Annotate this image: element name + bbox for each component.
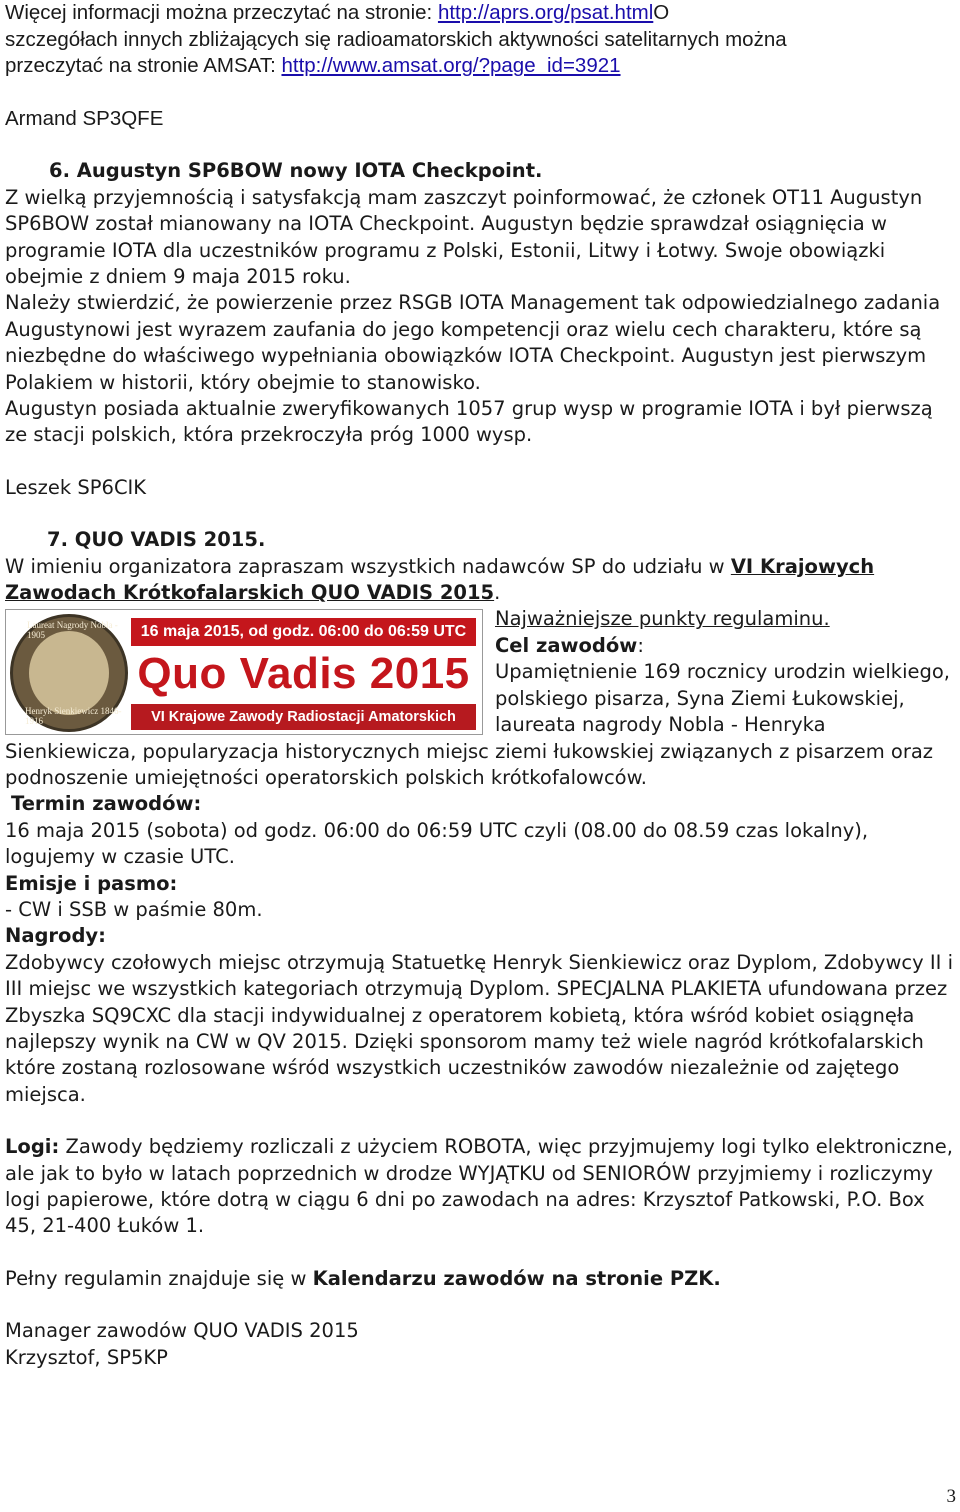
manager-line-1: Manager zawodów QUO VADIS 2015 [5, 1319, 359, 1343]
intro-text-3: przeczytać na stronie AMSAT: [5, 54, 282, 78]
section-6-heading: 6. Augustyn SP6BOW nowy IOTA Checkpoint. [49, 159, 543, 183]
logs-paragraph [5, 1134, 957, 1240]
signature-armand: Armand SP3QFE [5, 106, 164, 130]
invitation-end: . [494, 581, 501, 605]
spacer [5, 449, 957, 475]
banner-title: Quo Vadis 2015 [137, 649, 470, 699]
spacer [5, 80, 957, 106]
invitation-paragraph [5, 554, 957, 607]
amsat-link[interactable]: http://www.amsat.org/?page_id=3921 [281, 54, 621, 78]
logs-label: Logi: [5, 1135, 60, 1159]
intro-text-rest: O [653, 1, 670, 24]
section-6-paragraph-1: Z wielką przyjemnością i satysfakcją mam zaszczyt poinformować, że członek OT11 Augustyn SP6BOW został mianowany na IOTA Checkpoint. Augustyn będzie sprawdzał osiągnięcia w programie IOTA dla uczestników programu z Polski, Estonii, Litwy i Łotwy. Swoje obowiązki obejmie z dniem 9 maja 2015 roku. [5, 185, 923, 288]
goal-colon: : [637, 633, 644, 657]
intro-line-2: szczegółach innych zbliżających się radioamatorskich aktywności satelitarnych można [5, 27, 787, 51]
section-6-paragraph-2: Należy stwierdzić, że powierzenie przez RSGB IOTA Management tak odpowiedzialnego zadania Augustynowi jest wyrazem zaufania do jego kompetencji oraz wielu cech charakteru, które są niezbędne do właściwego wypełniania obowiązków IOTA Checkpoint. Augustyn jest pierwszym Polakiem w historii, który obejmie to stanowisko. [5, 291, 941, 394]
spacer [5, 132, 957, 158]
intro-line-1 [5, 0, 957, 27]
page-number: 3 [946, 1485, 956, 1507]
invitation-text: W imieniu organizatora zapraszam wszystkich nadawców SP do udziału w [5, 554, 731, 578]
emission-label: Emisje i pasmo: [5, 871, 178, 895]
goal-text: Upamiętnienie 169 rocznicy urodzin wielkiego, polskiego pisarza, Syna Ziemi Łukowskiej, laureata nagrody Nobla - Henryka Sienkiewicza, popularyzacja historycznych miejsc ziemi łukowskiej związanych z pisarzem oraz podnoszenie umiejętności operatorskich polskich krótkofalowców. [5, 660, 950, 789]
spacer [5, 1240, 957, 1266]
spacer [5, 1108, 957, 1134]
portrait-face [29, 631, 109, 715]
emission-text: - CW i SSB w paśmie 80m. [5, 897, 263, 921]
term-label: Termin zawodów: [11, 792, 202, 816]
intro-text: Więcej informacji można przeczytać na stronie: [5, 1, 438, 24]
calendar-reference: Kalendarzu zawodów na stronie PZK. [312, 1266, 721, 1290]
section-6-paragraph-3: Augustyn posiada aktualnie zweryfikowanych 1057 grup wysp w programie IOTA i był pierwszą ze stacji polskich, która przekroczyła próg 1000 wysp. [5, 397, 933, 447]
term-text: 16 maja 2015 (sobota) od godz. 06:00 do 06:59 UTC czyli (08.00 do 08.59 czas lokalny), logujemy w czasie UTC. [5, 818, 869, 869]
logs-text: Zawody będziemy rozliczali z użyciem ROBOTA, więc przyjmujemy logi tylko elektroniczne, ale jak to było w latach poprzednich w drodze WYJĄTKU od SENIORÓW przyjmiemy i rozliczymy logi papierowe, które dotrą w ciągu 6 dni po zawodach na adres: Krzysztof Patkowski, P.O. Box 45, 21-400 Łuków 1. [5, 1135, 953, 1238]
intro-block [5, 0, 957, 132]
contest-name: VI Krajowych Zawodach Krótkofalarskich QUO VADIS 2015 [5, 554, 875, 605]
spacer [5, 501, 957, 527]
full-rules-text: Pełny regulamin znajduje się w [5, 1266, 313, 1290]
rules-heading: Najważniejsze punkty regulaminu. [495, 607, 830, 631]
document-page [5, 0, 957, 1371]
medallion-text-bottom: Henryk Sienkiewicz 1846-1916 [25, 706, 122, 727]
banner-subtitle-bar: VI Krajowe Zawody Radiostacji Amatorskich [131, 704, 476, 730]
aprs-link[interactable]: http://aprs.org/psat.html [437, 1, 654, 24]
section-7-heading: 7. QUO VADIS 2015. [47, 528, 266, 552]
quo-vadis-banner [5, 609, 483, 735]
manager-line-2: Krzysztof, SP5KP [5, 1345, 168, 1369]
prizes-label: Nagrody: [5, 924, 106, 948]
prizes-text: Zdobywcy czołowych miejsc otrzymują Statuetkę Henryk Sienkiewicz oraz Dyplom, Zdobywcy II i III miejsc we wszystkich kategoriach otrzymują Dyplom. SPECJALNA PLAKIETA ufundowana przez Zbyszka SQ9CXC dla stacji indywidualnej z operatorem kobietą, która wśród kobiet osiągnęła najlepszy wynik na CW w QV 2015. Dzięki sponsorom mamy też wiele nagród krótkofalarskich które zostaną rozlosowane wśród wszystkich uczestników zawodów niezależnie od zajętego miejsca. [5, 950, 953, 1106]
goal-label: Cel zawodów [495, 633, 638, 657]
banner-date-bar: 16 maja 2015, od godz. 06:00 do 06:59 UTC [131, 618, 476, 646]
sienkiewicz-medallion [10, 614, 128, 732]
signature-leszek: Leszek SP6CIK [5, 475, 147, 499]
medallion-text-top: Laureat Nagrody Nobla - 1905 [27, 620, 118, 641]
intro-line-3 [5, 53, 957, 80]
full-rules-paragraph [5, 1266, 957, 1292]
spacer [5, 1292, 957, 1318]
